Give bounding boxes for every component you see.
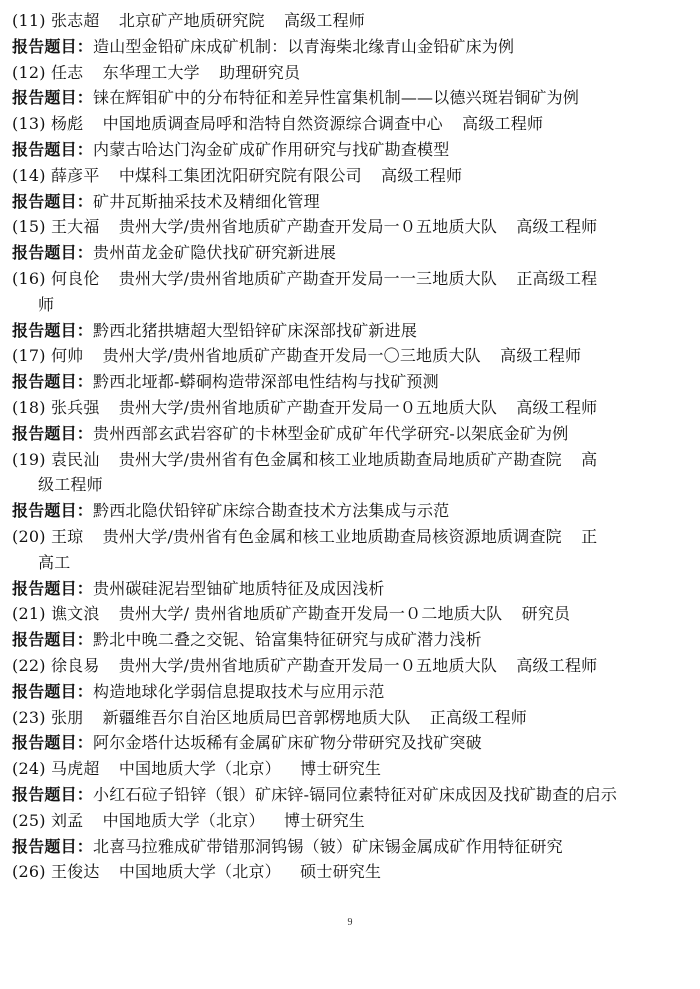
speaker-list (12, 8, 688, 885)
topic-label: 报告题目： (12, 243, 94, 263)
speaker-title-continuation: 级工程师 (38, 475, 103, 495)
speaker-line-continuation (12, 292, 688, 318)
topic-text: 铼在辉钼矿中的分布特征和差异性富集机制——以德兴斑岩铜矿为例 (93, 88, 580, 108)
topic-label: 报告题目： (12, 139, 94, 159)
topic-label: 报告题目： (12, 320, 94, 340)
speaker-line (12, 214, 688, 240)
topic-label: 报告题目： (12, 191, 94, 211)
topic-line (12, 318, 688, 344)
speaker-title: 高级工程师 (283, 11, 365, 30)
speaker-name: 徐良易 (50, 655, 100, 675)
topic-label: 报告题目： (12, 733, 94, 753)
topic-text: 小红石砬子铅锌（银）矿床锌-镉同位素特征对矿床成因及找矿勘查的启示 (93, 784, 618, 804)
speaker-org: 贵州大学/贵州省地质矿产勘查开发局一一三地质大队 (118, 268, 498, 288)
speaker-title: 高 (581, 449, 598, 469)
topic-line (12, 137, 688, 163)
speaker-line (12, 163, 688, 189)
speaker-title: 高级工程师 (462, 114, 544, 134)
speaker-title: 正高级工程师 (429, 707, 527, 727)
speaker-name: 袁民汕 (50, 449, 100, 469)
speaker-org: 贵州大学/贵州省地质矿产勘查开发局一０五地质大队 (118, 655, 498, 675)
topic-line (12, 498, 688, 524)
speaker-line (12, 756, 688, 782)
topic-line (12, 834, 688, 860)
entry-number: (19) (12, 449, 46, 469)
topic-label: 报告题目： (12, 372, 94, 392)
speaker-name: 张志超 (50, 11, 100, 30)
speaker-line (12, 266, 688, 292)
topic-text: 贵州苗龙金矿隐伏找矿研究新进展 (93, 243, 337, 263)
entry-number: (14) (12, 165, 46, 185)
speaker-title: 高级工程师 (516, 217, 598, 237)
speaker-line (12, 859, 688, 885)
speaker-title: 助理研究员 (219, 62, 301, 82)
topic-line (12, 240, 688, 266)
speaker-org: 北京矿产地质研究院 (118, 11, 265, 30)
topic-text: 贵州西部玄武岩容矿的卡林型金矿成矿年代学研究-以架底金矿为例 (93, 423, 569, 443)
speaker-line (12, 601, 688, 627)
speaker-org: 贵州大学/贵州省地质矿产勘查开发局一〇三地质大队 (102, 346, 481, 366)
topic-text: 黔北中晚二叠之交铌、铪富集特征研究与成矿潜力浅析 (93, 630, 482, 650)
topic-line (12, 421, 688, 447)
speaker-title: 研究员 (521, 604, 571, 624)
speaker-org: 中国地质大学（北京） (118, 862, 281, 882)
speaker-org: 贵州大学/ 贵州省地质矿产勘查开发局一０二地质大队 (118, 604, 503, 624)
speaker-name: 王大福 (50, 217, 100, 237)
speaker-line (12, 524, 688, 550)
speaker-line (12, 8, 688, 34)
topic-text: 黔西北隐伏铅锌矿床综合勘查技术方法集成与示范 (93, 501, 450, 521)
speaker-line (12, 808, 688, 834)
speaker-title: 博士研究生 (300, 759, 382, 779)
entry-number: (17) (12, 346, 46, 366)
speaker-line-continuation (12, 472, 688, 498)
speaker-line (12, 653, 688, 679)
speaker-name: 何良伦 (50, 268, 100, 288)
speaker-org: 中国地质大学（北京） (102, 810, 265, 830)
speaker-org: 贵州大学/贵州省地质矿产勘查开发局一０五地质大队 (118, 217, 498, 237)
speaker-title-continuation: 师 (38, 294, 55, 314)
entry-number: (13) (12, 114, 46, 134)
topic-line (12, 730, 688, 756)
entry-number: (11) (12, 11, 46, 30)
topic-text: 北喜马拉雅成矿带错那洞钨锡（铍）矿床锡金属成矿作用特征研究 (93, 836, 563, 856)
entry-number: (16) (12, 268, 46, 288)
speaker-title: 高级工程师 (500, 346, 582, 366)
speaker-org: 贵州大学/贵州省地质矿产勘查开发局一０五地质大队 (118, 397, 498, 417)
speaker-line (12, 395, 688, 421)
topic-label: 报告题目： (12, 501, 94, 521)
speaker-name: 谯文浪 (50, 604, 100, 624)
speaker-line-continuation (12, 550, 688, 576)
speaker-title: 高级工程师 (516, 397, 598, 417)
topic-line (12, 782, 688, 808)
topic-line (12, 576, 688, 602)
speaker-line (12, 705, 688, 731)
speaker-org: 东华理工大学 (102, 62, 200, 82)
entry-number: (12) (12, 62, 46, 82)
topic-label: 报告题目： (12, 630, 94, 650)
speaker-name: 任志 (50, 62, 84, 82)
speaker-name: 王琼 (50, 526, 84, 546)
speaker-title: 高级工程师 (381, 165, 463, 185)
speaker-title: 博士研究生 (283, 810, 365, 830)
topic-line (12, 627, 688, 653)
entry-number: (26) (12, 862, 46, 882)
topic-text: 内蒙古哈达门沟金矿成矿作用研究与找矿勘查模型 (93, 139, 450, 159)
speaker-line (12, 60, 688, 86)
topic-line (12, 679, 688, 705)
topic-label: 报告题目： (12, 423, 94, 443)
topic-label: 报告题目： (12, 836, 94, 856)
speaker-name: 马虎超 (50, 759, 100, 779)
speaker-org: 中煤科工集团沈阳研究院有限公司 (118, 165, 362, 185)
topic-line (12, 34, 688, 60)
speaker-org: 贵州大学/贵州省有色金属和核工业地质勘查局地质矿产勘查院 (118, 449, 562, 469)
speaker-title-continuation: 高工 (38, 552, 71, 572)
speaker-title: 高级工程师 (516, 655, 598, 675)
speaker-name: 王俊达 (50, 862, 100, 882)
entry-number: (15) (12, 217, 46, 237)
topic-text: 贵州碳硅泥岩型铀矿地质特征及成因浅析 (93, 578, 385, 598)
entry-number: (23) (12, 707, 46, 727)
topic-text: 构造地球化学弱信息提取技术与应用示范 (93, 681, 385, 701)
page-number: 9 (347, 917, 353, 928)
entry-number: (18) (12, 397, 46, 417)
speaker-title: 硕士研究生 (300, 862, 382, 882)
speaker-name: 何帅 (50, 346, 84, 366)
speaker-name: 刘孟 (50, 810, 84, 830)
speaker-line (12, 111, 688, 137)
speaker-org: 新疆维吾尔自治区地质局巴音郭楞地质大队 (102, 707, 411, 727)
topic-label: 报告题目： (12, 578, 94, 598)
topic-text: 阿尔金塔什达坂稀有金属矿床矿物分带研究及找矿突破 (93, 733, 482, 753)
entry-number: (20) (12, 526, 46, 546)
topic-text: 黔西北垭都-蟒硐构造带深部电性结构与找矿预测 (93, 372, 439, 392)
speaker-line (12, 343, 688, 369)
speaker-title: 正 (581, 526, 598, 546)
topic-line (12, 85, 688, 111)
topic-text: 矿井瓦斯抽采技术及精细化管理 (93, 191, 320, 211)
speaker-name: 薛彦平 (50, 165, 100, 185)
topic-text: 造山型金铅矿床成矿机制：以青海柴北缘青山金铅矿床为例 (93, 36, 515, 56)
topic-label: 报告题目： (12, 681, 94, 701)
speaker-name: 张兵强 (50, 397, 100, 417)
speaker-name: 杨彪 (50, 114, 84, 134)
topic-line (12, 369, 688, 395)
speaker-org: 中国地质调查局呼和浩特自然资源综合调查中心 (102, 114, 443, 134)
topic-label: 报告题目： (12, 88, 94, 108)
entry-number: (22) (12, 655, 46, 675)
topic-label: 报告题目： (12, 784, 94, 804)
speaker-line (12, 447, 688, 473)
speaker-name: 张朋 (50, 707, 84, 727)
entry-number: (24) (12, 759, 46, 779)
topic-label: 报告题目： (12, 36, 94, 56)
topic-line (12, 189, 688, 215)
entry-number: (25) (12, 810, 46, 830)
topic-text: 黔西北猪拱塘超大型铅锌矿床深部找矿新进展 (93, 320, 418, 340)
speaker-org: 贵州大学/贵州省有色金属和核工业地质勘查局核资源地质调查院 (102, 526, 562, 546)
speaker-title: 正高级工程 (516, 268, 598, 288)
entry-number: (21) (12, 604, 46, 624)
speaker-org: 中国地质大学（北京） (118, 759, 281, 779)
